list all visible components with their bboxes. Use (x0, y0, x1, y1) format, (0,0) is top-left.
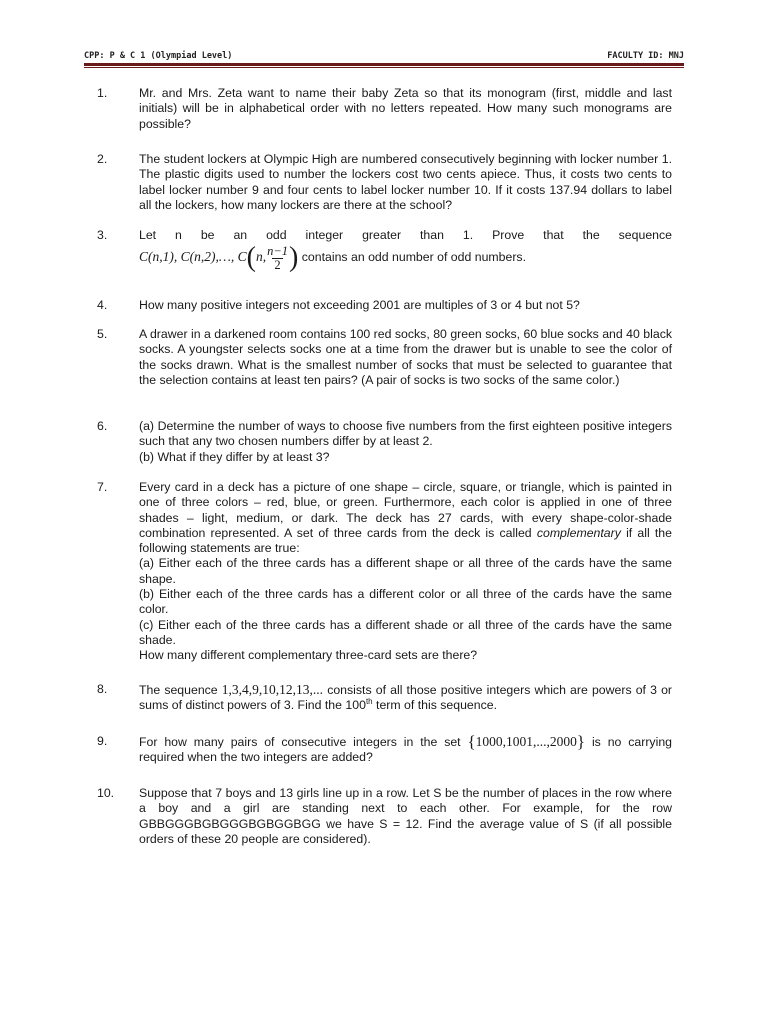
problem-number: 7. (97, 480, 108, 494)
fraction-denominator: 2 (274, 257, 281, 272)
condition-a: (a) Either each of the three cards has a different shape or all three of the cards have the same shape. (139, 556, 672, 586)
problem-2 (97, 152, 672, 228)
math-n: n, (255, 249, 267, 265)
problem-number: 8. (97, 682, 108, 696)
problem-6 (97, 419, 672, 480)
binomial-sequence: C(n,1), C(n,2),…, C(n, $\frac{n-1}{2}$ ) (139, 242, 299, 274)
problem-number: 2. (97, 152, 108, 166)
problem-number: 4. (97, 298, 108, 312)
complementary-term: complementary (536, 525, 621, 540)
problem-text-continued: contains an odd number of odd numbers. (301, 250, 526, 265)
problem-list (97, 86, 672, 847)
problem-number: 10. (97, 786, 115, 800)
problem-text: The sequence (139, 683, 218, 697)
problem-number: 6. (97, 419, 108, 433)
problem-7 (97, 480, 672, 682)
condition-b: (b) Either each of the three cards has a different color or all three of the cards have the same color. (139, 587, 672, 617)
problem-part-b: (b) What if they differ by at least 3? (139, 449, 330, 464)
problem-intro (139, 480, 672, 556)
problem-text: Mr. and Mrs. Zeta want to name their baby Zeta so that its monogram (first, middle and last initials) will be in alphabetical order with no letters repeated. How many such monograms are possible? (139, 86, 672, 131)
intro-text-end: if all the following statements are true: (139, 525, 672, 556)
problem-text-continued: consists of all those positive integers which are powers of 3 or sums of distinct powers of 3. Find the 100 (139, 683, 673, 713)
header-course-title: CPP: P & C 1 (Olympiad Level) (84, 51, 233, 61)
intro-text: Every card in a deck has a picture of one shape – circle, square, or triangle, which is painted in one of three colors – red, blue, or green. Furthermore, each color is applied in one of three shades – light, medium, or dark. The deck has 27 cards, with every shape-color-shade combination represented. A set of three cards from the deck is called (139, 480, 672, 540)
problem-question: How many different complementary three-card sets are there? (139, 648, 478, 663)
ordinal-suffix: th (365, 697, 373, 707)
problem-text: The student lockers at Olympic High are numbered consecutively beginning with locker number 1. The plastic digits used to number the lockers cost two cents apiece. Thus, it costs two cents to label locker number 9 and four cents to label locker number 10. If it costs 137.94 dollars to label all the lockers, how many lockers are there at the school? (139, 152, 672, 212)
problem-5 (97, 327, 672, 419)
fraction-numerator: n−1 (267, 243, 289, 258)
problem-text: For how many pairs of consecutive integers in the set (139, 735, 461, 749)
problem-4 (97, 298, 672, 327)
problem-8 (97, 682, 672, 734)
sequence-math: 1,3,4,9,10,12,13,... (221, 682, 324, 697)
problem-text: Let n be an odd integer greater than 1. Prove that the sequence (139, 228, 672, 242)
problem-9: 9. For how many pairs of consecutive integers in the set {1000,1001,...,2000} is no carrying required when the two integers are added? (97, 734, 672, 786)
problem-text: How many positive integers not exceeding 2001 are multiples of 3 or 4 but not 5? (139, 298, 580, 312)
problem-1 (97, 86, 672, 152)
header-faculty-id: FACULTY ID: MNJ (607, 51, 684, 61)
problem-text: Suppose that 7 boys and 13 girls line up in a row. Let S be the number of places in the row where a boy and a girl are standing next to each other. For example, for the row GBBGGGBGBGGGBGBGGBGG we have S = 12. Find the average value of S (if all possible orders of these 20 people are considered). (139, 786, 672, 846)
problem-number: 1. (97, 86, 108, 100)
header-rule (84, 63, 684, 68)
fraction (267, 245, 288, 272)
problem-10 (97, 786, 672, 847)
problem-number: 9. (97, 734, 108, 748)
problem-text-continued: is no carrying required when the two integers are added? (139, 735, 672, 765)
page-header (84, 43, 684, 61)
math-left: C(n,1), C(n,2),…, C (139, 249, 247, 265)
problem-number: 3. (97, 228, 108, 242)
condition-c: (c) Either each of the three cards has a different shade or all three of the cards have the same shade. (139, 617, 672, 647)
problem-text-end: term of this sequence. (376, 698, 498, 713)
problem-3 (97, 228, 672, 298)
problem-part-a: (a) Determine the number of ways to choose five numbers from the first eighteen positive integers such that any two chosen numbers differ by at least 2. (139, 419, 672, 449)
problem-text: A drawer in a darkened room contains 100 red socks, 80 green socks, 60 blue socks and 40 black socks. A youngster selects socks one at a time from the drawer but is unable to see the color of the socks drawn. What is the smallest number of socks that must be selected to guarantee that the selection contains at least ten pairs? (A pair of socks is two socks of the same color.) (139, 327, 672, 387)
problem-number: 5. (97, 327, 108, 341)
set-math: 1000,1001,...,2000 (475, 734, 577, 749)
